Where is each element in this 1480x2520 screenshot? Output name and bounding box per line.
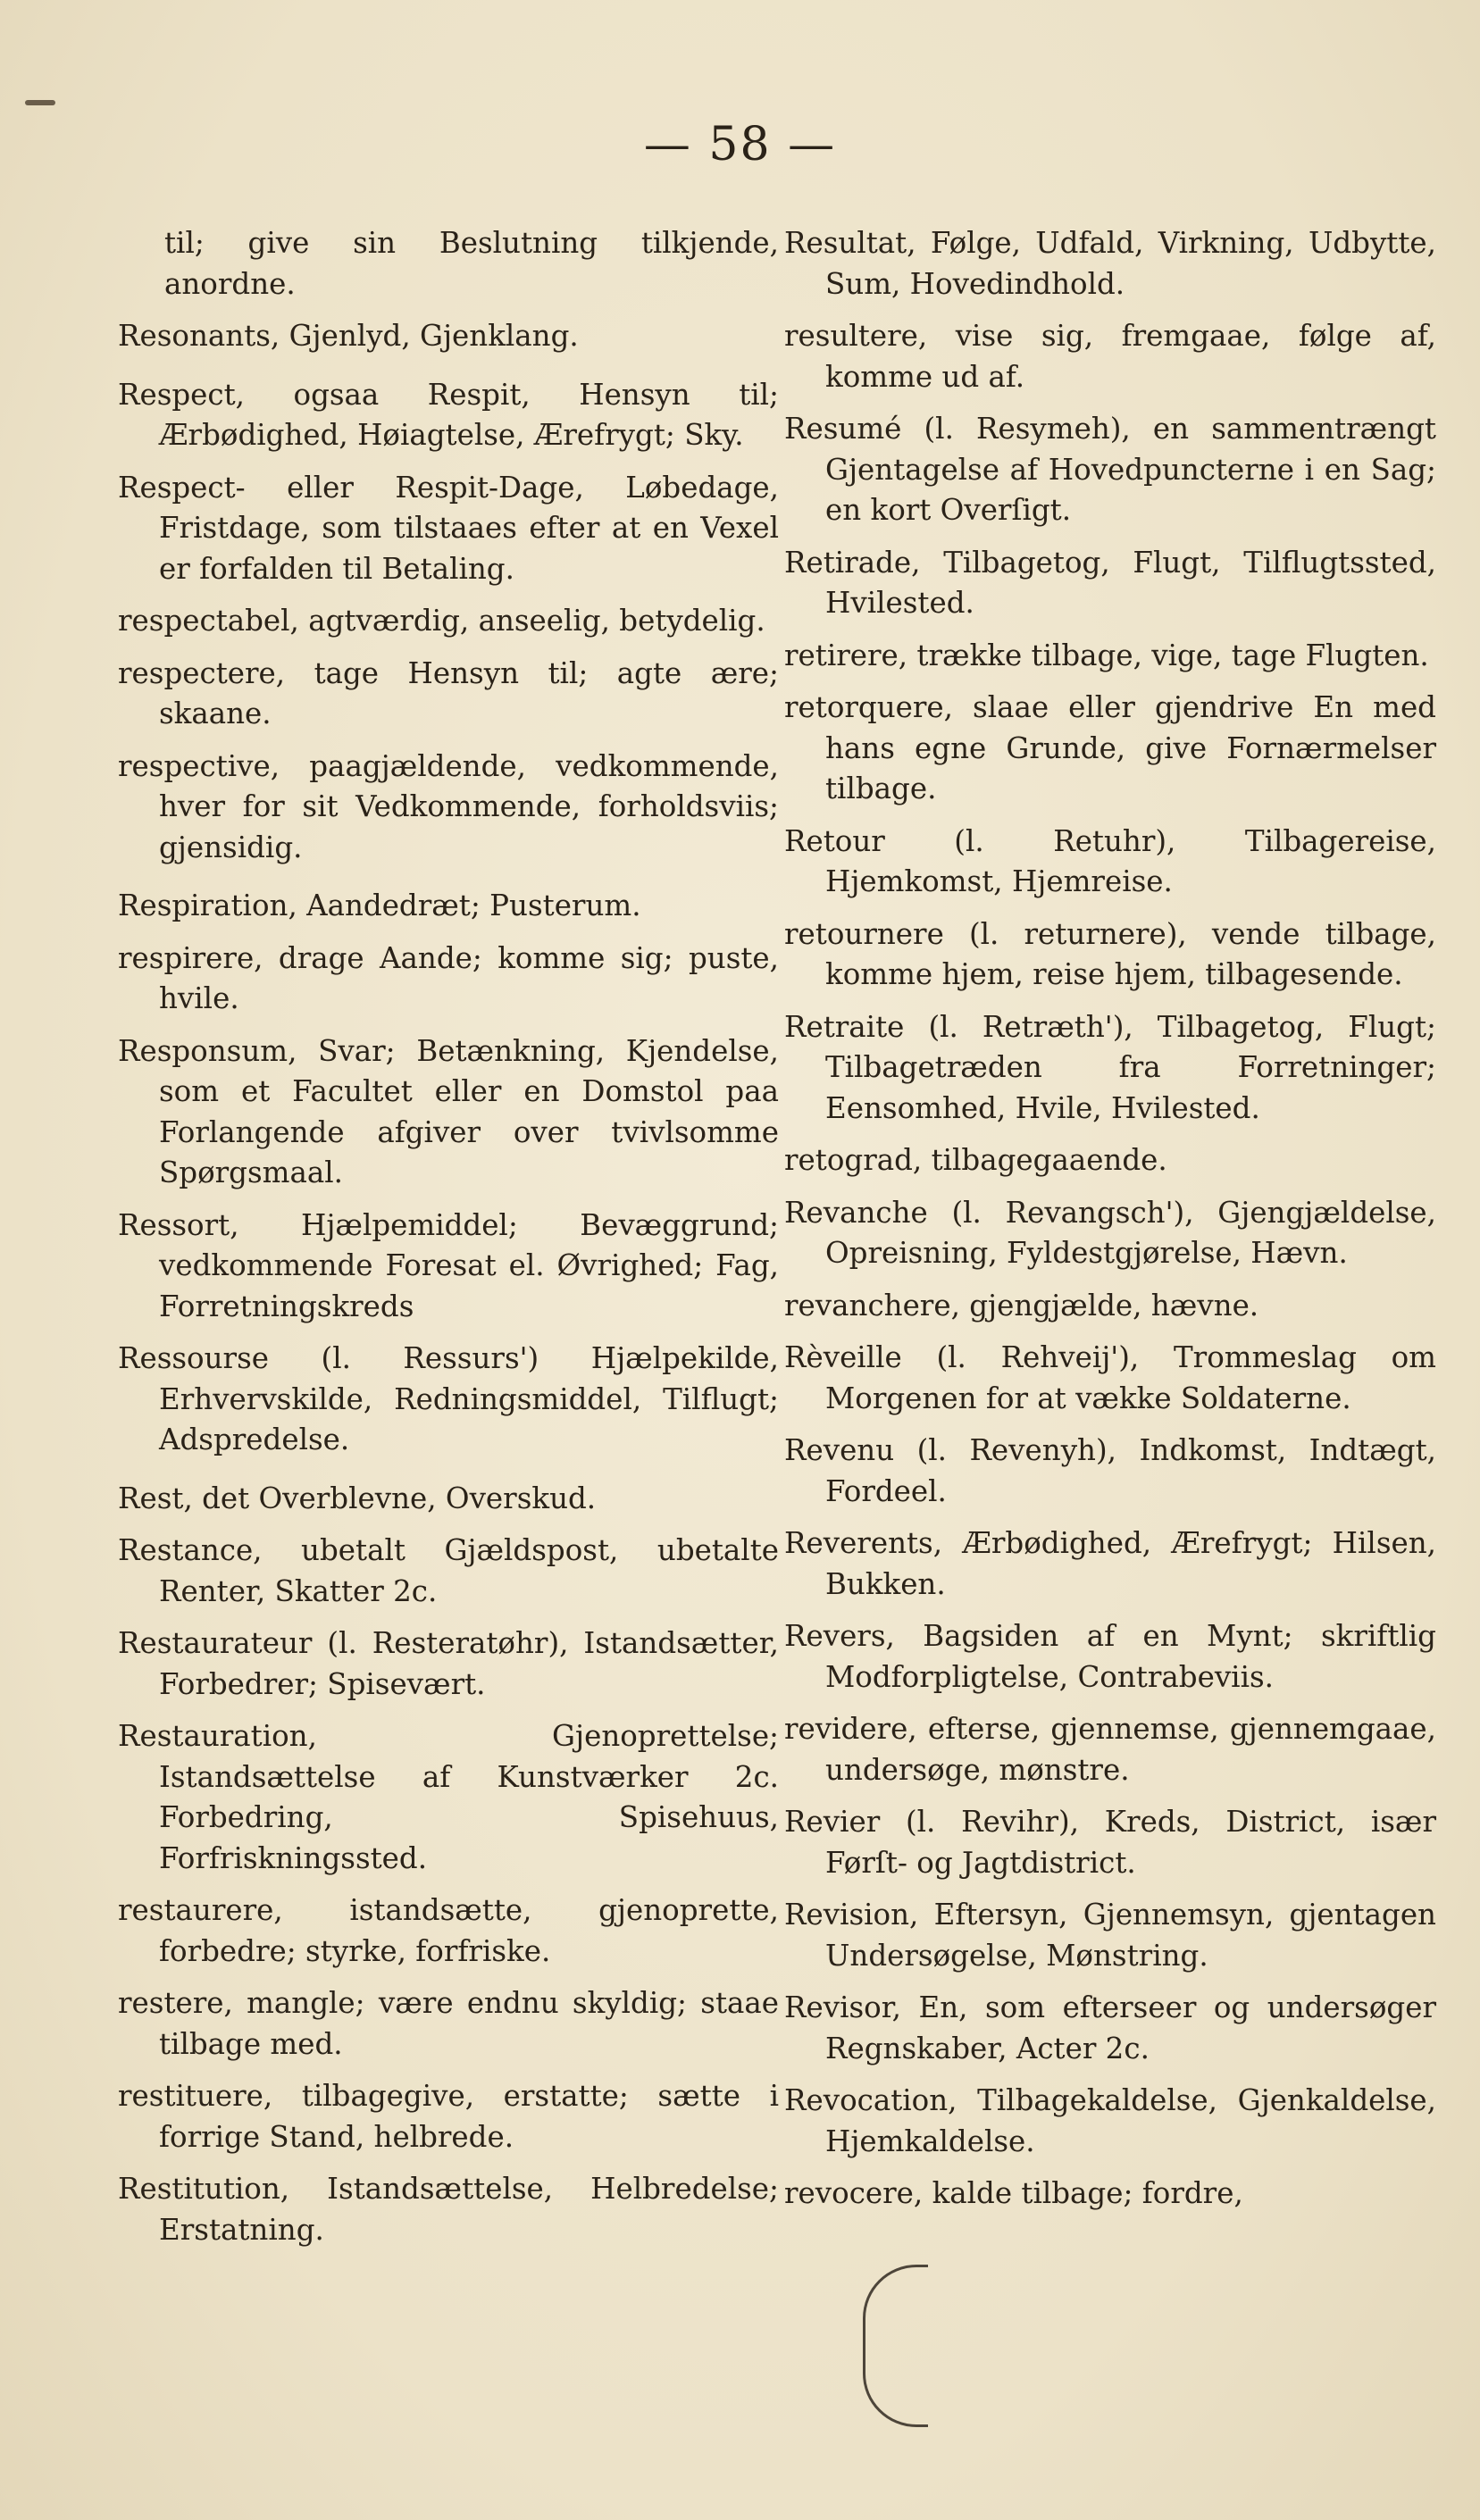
dictionary-entry: Revisor, En, som efterseer og undersøger Regnskaber, Acter 2c. [784, 1990, 1436, 2065]
dictionary-entry: respectere, tage Hensyn til; agte ære; skaane. [118, 655, 779, 730]
dictionary-entry: Restance, ubetalt Gjældspost, ubetalte Renter, Skatter 2c. [118, 1533, 779, 1608]
dictionary-entry: Revocation, Tilbagekaldelse, Gjenkaldelse, Hjemkaldelse. [784, 2083, 1436, 2158]
dictionary-entry: Respiration, Aandedræt; Pusterum. [118, 889, 641, 922]
dictionary-entry: retournere (l. returnere), vende tilbage, komme hjem, reise hjem, tilbagesende. [784, 916, 1436, 991]
dictionary-entry: Retirade, Tilbagetog, Flugt, Tilflugtssted, Hvilested. [784, 545, 1436, 620]
dictionary-entry: Rest, det Overblevne, Overskud. [118, 1481, 597, 1515]
dictionary-entry: Respect- eller Respit-Dage, Løbedage, Fristdage, som tilstaaes efter at en Vexel er forfalden til Betaling. [118, 470, 779, 586]
dictionary-entry: restituere, tilbagegive, erstatte; sætte i forrige Stand, helbrede. [118, 2079, 779, 2154]
dictionary-entry: Retour (l. Retuhr), Tilbagereise, Hjemkomst, Hjemreise. [784, 823, 1436, 898]
dictionary-entry: respirere, drage Aande; komme sig; puste, hvile. [118, 940, 779, 1015]
dictionary-entry: Revier (l. Revihr), Kreds, District, især Førſt- og Jagtdistrict. [784, 1805, 1436, 1880]
dictionary-entry: Reverents, Ærbødighed, Ærefrygt; Hilsen, Bukken. [784, 1526, 1436, 1601]
dictionary-entry: Resumé (l. Resymeh), en sammentrængt Gjentagelse af Hovedpuncterne i en Sag; en kort Overſigt. [784, 412, 1436, 527]
dictionary-entry: Rèveille (l. Rehveij'), Trommeslag om Morgenen for at vække Soldaterne. [784, 1340, 1436, 1415]
left-column [118, 223, 779, 2262]
dictionary-entry: Retraite (l. Retræth'), Tilbagetog, Flugt; Tilbagetræden fra Forretninger; Eensomhed, Hvile, Hvilested. [784, 1009, 1436, 1125]
dictionary-entry: Ressort, Hjælpemiddel; Bevæggrund; vedkommende Foresat el. Øvrighed; Fag, Forretningskreds [118, 1207, 779, 1323]
dictionary-entry: restere, mangle; være endnu skyldig; staae tilbage med. [118, 1986, 779, 2061]
dictionary-entry: Revanche (l. Revangsch'), Gjengjældelse, Opreisning, Fyldestgjørelse, Hævn. [784, 1195, 1436, 1270]
dictionary-entry: Resonants, Gjenlyd, Gjenklang. [118, 319, 579, 353]
dictionary-entry: retorquere, slaae eller gjendrive En med hans egne Grunde, give Fornærmelser tilbage. [784, 690, 1436, 805]
right-column [784, 223, 1436, 2226]
dictionary-entry: revocere, kalde tilbage; fordre, [784, 2176, 1243, 2210]
dictionary-entry: revidere, efterse, gjennemse, gjennemgaae, undersøge, mønstre. [784, 1712, 1436, 1787]
dictionary-entry: Restauration, Gjenoprettelse; Istandsættelse af Kunstværker 2c. Forbedring, Spisehuus, Forfriskningssted. [118, 1719, 779, 1875]
dictionary-entry: Restitution, Istandsættelse, Helbredelse; Erstatning. [118, 2172, 779, 2247]
dictionary-entry: resultere, vise sig, fremgaae, følge af, komme ud af. [784, 319, 1436, 394]
dictionary-entry: retograd, tilbagegaaende. [784, 1143, 1167, 1177]
dictionary-entry: Responsum, Svar; Betænkning, Kjendelse, som et Facultet eller en Domstol paa Forlangende afgiver over tvivlsomme Spørgsmaal. [118, 1033, 779, 1189]
dictionary-entry: Ressourse (l. Ressurs') Hjælpekilde, Erhvervskilde, Redningsmiddel, Tilflugt; Adspredelse. [118, 1341, 779, 1456]
dictionary-entry: retirere, trække tilbage, vige, tage Flugten. [784, 638, 1429, 672]
dictionary-entry: restaurere, istandsætte, gjenoprette, forbedre; styrke, forfriske. [118, 1893, 779, 1968]
dictionary-entry: respective, paagjældende, vedkommende, hver for sit Vedkommende, forholdsviis; gjensidig. [118, 748, 779, 864]
dictionary-entry: Resultat, Følge, Udfald, Virkning, Udbytte, Sum, Hovedindhold. [784, 226, 1436, 301]
dictionary-entry: Revision, Eftersyn, Gjennemsyn, gjentagen Undersøgelse, Mønstring. [784, 1898, 1436, 1973]
dictionary-entry: Revers, Bagsiden af en Mynt; skriftlig Modforpligtelse, Contrabeviis. [784, 1619, 1436, 1694]
dictionary-entry: revanchere, gjengjælde, hævne. [784, 1288, 1259, 1323]
ink-mark [25, 100, 55, 105]
dictionary-entry: Revenu (l. Revenyh), Indkomst, Indtægt, Fordeel. [784, 1433, 1436, 1508]
dictionary-entry: til; give sin Beslutning tilkjende, anordne. [164, 226, 779, 301]
dictionary-entry: respectabel, agtværdig, anseelig, betydelig. [118, 604, 765, 638]
dictionary-entry: Restaurateur (l. Resteratøhr), Istandsætter, Forbedrer; Spisevært. [118, 1626, 779, 1701]
dictionary-entry: Respect, ogsaa Respit, Hensyn til; Ærbødighed, Høiagtelse, Ærefrygt; Sky. [118, 377, 779, 452]
bracket-mark [863, 2265, 928, 2427]
page-number: — 58 — [643, 118, 837, 171]
